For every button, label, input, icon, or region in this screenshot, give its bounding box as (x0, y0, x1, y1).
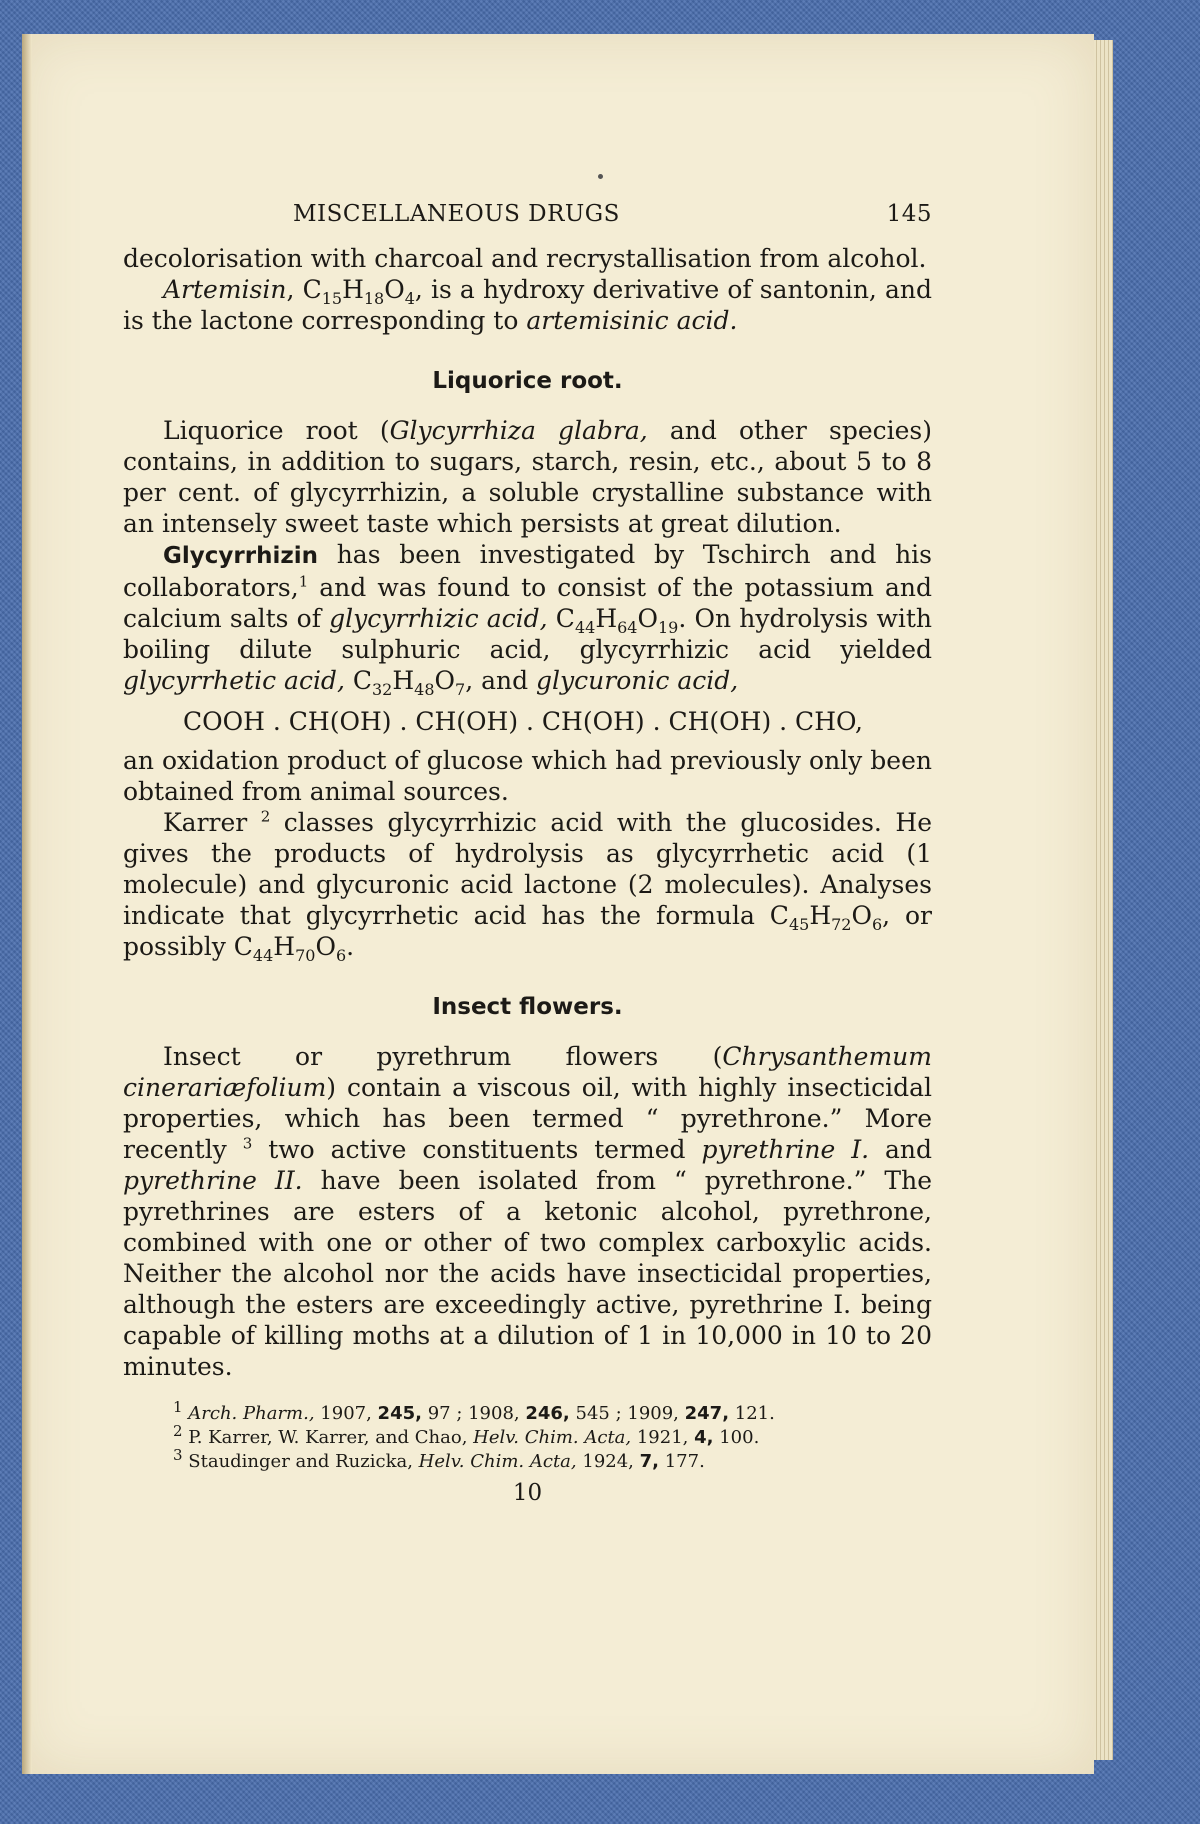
section-heading-insect: Insect flowers. (432, 994, 623, 1020)
running-title: MISCELLANEOUS DRUGS (293, 201, 620, 227)
text-block (123, 195, 932, 1509)
footnote-2: $^2$ P. Karrer, W. Karrer, and Chao, Helv. Chim. Acta, 1921, 4, 100. (173, 1422, 760, 1448)
signature-mark: 10 (512, 1480, 543, 1506)
glycuronic-formula: COOH . CH(OH) . CH(OH) . CH(OH) . CH(OH) . CHO, (183, 707, 863, 736)
paragraph-oxidation: an oxidation product of glucose which had previously only been obtained from animal sources. (123, 746, 932, 806)
page-gutter (22, 34, 32, 1774)
term-artemisin: Artemisin (163, 275, 287, 304)
ink-dot (598, 174, 603, 179)
term-artemisinic-acid: artemisinic acid. (526, 306, 738, 335)
paragraph-glycyrrhizin: Glycyrrhizin has been investigated by Tschirch and his collaborators,$^1$ and was found to consist of the potassium and calcium salts of glycyrrhizic acid, $C_{44}H_{64}O_{19}$. On hydrolysis with boiling dilute sulphuric acid, glycyrrhizic acid yielded glycyrrhetic acid, $C_{32}H_{48}O_7$, and glycuronic acid, (123, 540, 932, 699)
paragraph-decolorisation: decolorisation with charcoal and recrystallisation from alcohol. (123, 244, 927, 273)
term-glycyrrhizin: Glycyrrhizin (163, 543, 318, 569)
footnote-3: $^3$ Staudinger and Ruzicka, Helv. Chim. Acta, 1924, 7, 177. (173, 1446, 705, 1472)
running-header (123, 195, 932, 243)
paragraph-liquorice: Liquorice root (Glycyrrhiza glabra, and other species) contains, in addition to sugars, starch, resin, etc., about 5 to 8 per cent. of glycyrrhizin, a soluble crystalline substance with an intensely sweet taste which persists at great dilution. (123, 416, 933, 538)
footnote-ref-2: 2 (260, 807, 271, 826)
paragraph-insect-flowers: Insect or pyrethrum flowers (Chrysanthemum cinerariæfolium) contain a viscous oil, with highly insecticidal properties, which has been termed “ pyrethrone.” More recently $^3$ two active constituents termed pyrethrine I. and pyrethrine II. have been isolated from “ pyrethrone.” The pyrethrines are esters of a ketonic alcohol, pyrethrone, combined with one or other of two complex carboxylic acids. Neither the alcohol nor the acids have insecticidal properties, although the esters are exceedingly active, pyrethrine I. being capable of killing moths at a dilution of 1 in 10,000 in 10 to 20 minutes. (123, 1042, 933, 1381)
page-number: 145 (886, 201, 932, 227)
paragraph-artemisin: Artemisin, $C_{15}H_{18}O_4$, is a hydroxy derivative of santonin, and is the lactone corresponding to artemisinic acid. (123, 275, 932, 335)
footnote-1: $^1$ Arch. Pharm., 1907, 245, 97 ; 1908, 246, 545 ; 1909, 247, 121. (173, 1398, 775, 1424)
footnote-ref-3: 3 (242, 1134, 253, 1153)
paragraph-karrer: Karrer $^2$ classes glycyrrhizic acid with the glucosides. He gives the products of hydrolysis as glycyrrhetic acid (1 molecule) and glycuronic acid lactone (2 molecules). Analyses indicate that glycyrrhetic acid has the formula $C_{45}H_{72}O_6$, or possibly $C_{44}H_{70}O_6$. (123, 807, 932, 965)
footnote-ref-1: 1 (298, 572, 309, 591)
book-page (22, 34, 1094, 1774)
footnotes (123, 1398, 932, 1474)
section-heading-liquorice: Liquorice root. (432, 368, 623, 394)
